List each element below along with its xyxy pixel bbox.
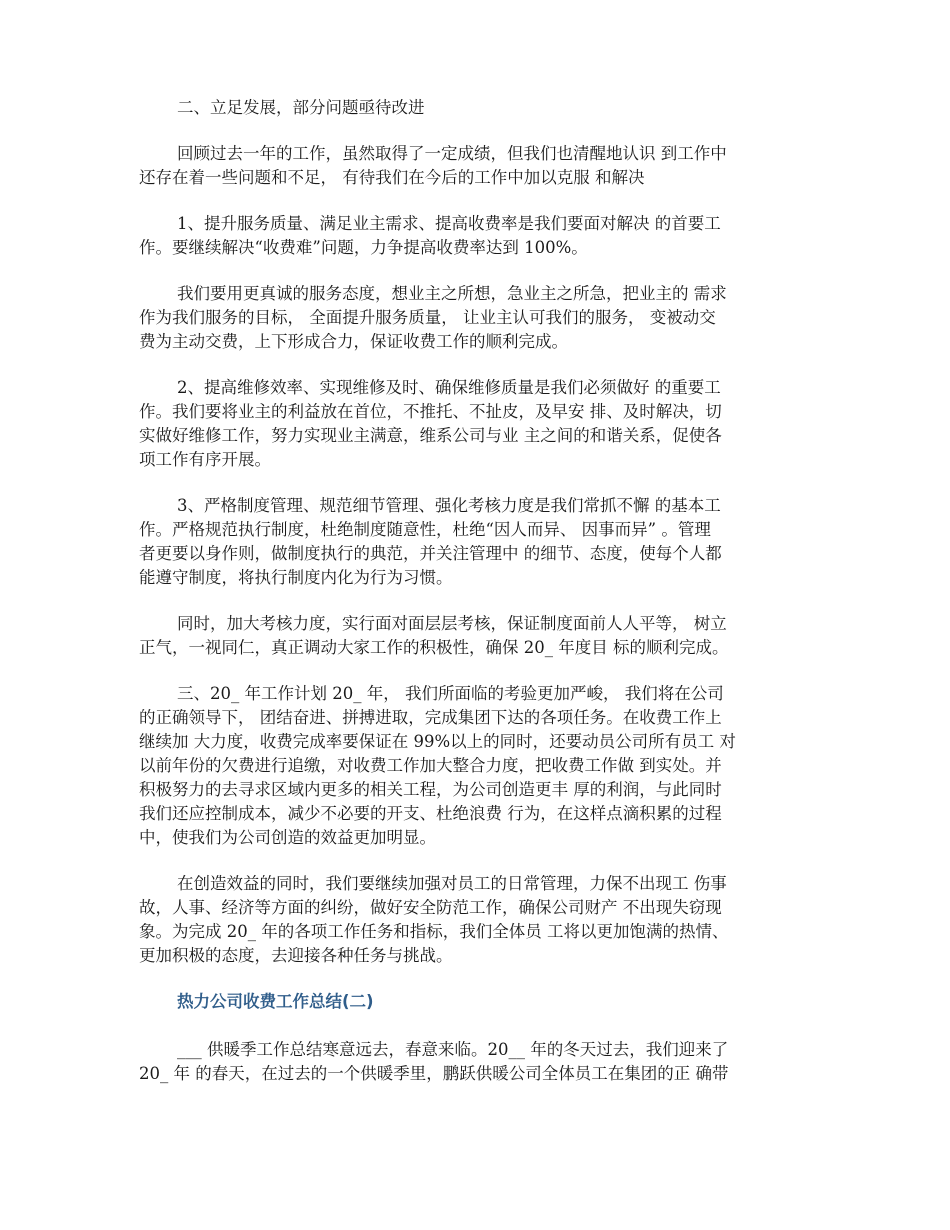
paragraph-line: 象。为完成 20_ 年的各项工作任务和指标，我们全体员 工将以更加饱满的热情、 [139, 922, 729, 941]
paragraph-line: 2、提高维修效率、实现维修及时、确保维修质量是我们必须做好 的重要工 [177, 378, 721, 397]
paragraph-line: 实做好维修工作，努力实现业主满意，维系公司与业 主之间的和谐关系，促使各 [139, 426, 722, 445]
paragraph-line: 三、20_ 年工作计划 20_ 年， 我们所面临的考验更加严峻， 我们将在公司 [177, 684, 724, 703]
paragraph-line: 费为主动交费，上下形成合力，保证收费工作的顺利完成。 [139, 332, 568, 351]
paragraph-line: 回顾过去一年的工作，虽然取得了一定成绩，但我们也清醒地认识 到工作中 [177, 144, 727, 163]
paragraph-line: 故，人事、经济等方面的纠纷，做好安全防范工作，确保公司财产 不出现失窃现 [139, 898, 722, 917]
paragraph-line: 20_ 年 的春天，在过去的一个供暖季里，鹏跃供暖公司全体员工在集团的正 确带 [139, 1064, 729, 1083]
paragraph-work-plan [139, 682, 811, 850]
paragraph-line: 3、严格制度管理、规范细节管理、强化考核力度是我们常抓不懈 的基本工 [177, 496, 721, 515]
paragraph-line: 的正确领导下， 团结奋进、拼搏进取，完成集团下达的各项任务。在收费工作上 [139, 708, 722, 727]
paragraph-staff-management [139, 872, 811, 968]
section-title-text: 二、立足发展，部分问题亟待改进 [177, 98, 425, 117]
paragraph-review [139, 142, 811, 190]
paragraph-assessment [139, 612, 811, 660]
paragraph-line: 作。要继续解决“收费难”问题，力争提高收费率达到 100%。 [139, 238, 588, 257]
paragraph-line: 更加积极的态度，去迎接各种任务与挑战。 [139, 946, 453, 965]
section-title [139, 96, 811, 120]
paragraph-line: 积极努力的去寻求区域内更多的相关工程，为公司创造更丰 厚的利润，与此同时 [139, 780, 722, 799]
paragraph-line: 继续加 大力度，收费完成率要保证在 99%以上的同时，还要动员公司所有员工 对 [139, 732, 736, 751]
paragraph-line: 项工作有序开展。 [139, 450, 271, 469]
paragraph-line: 能遵守制度，将执行制度内化为行为习惯。 [139, 568, 453, 587]
paragraph-service-attitude [139, 282, 811, 354]
paragraph-line: 中，使我们为公司创造的效益更加明显。 [139, 828, 436, 847]
paragraph-line: 我们还应控制成本，减少不必要的开支、杜绝浪费 行为，在这样点滴积累的过程 [139, 804, 722, 823]
document-page [139, 96, 811, 1108]
paragraph-line: 我们要用更真诚的服务态度，想业主之所想，急业主之所急，把业主的 需求 [177, 284, 727, 303]
paragraph-line: ___ 供暖季工作总结寒意远去，春意来临。20__ 年的冬天过去，我们迎来了 [177, 1040, 729, 1059]
paragraph-line: 同时，加大考核力度，实行面对面层层考核，保证制度面前人人平等， 树立 [177, 614, 727, 633]
paragraph-line: 1、提升服务质量、满足业主需求、提高收费率是我们要面对解决 的首要工 [177, 214, 721, 233]
paragraph-maintenance [139, 376, 811, 472]
paragraph-line: 在创造效益的同时，我们要继续加强对员工的日常管理，力保不出现工 伤事 [177, 874, 727, 893]
paragraph-line: 还存在着一些问题和不足， 有待我们在今后的工作中加以克服 和解决 [139, 168, 645, 187]
paragraph-line: 作。严格规范执行制度，杜绝制度随意性，杜绝“因人而异、 因事而异” 。管理 [139, 520, 711, 539]
paragraph-heating-season [139, 1038, 811, 1086]
paragraph-management [139, 494, 811, 590]
paragraph-line: 以前年份的欠费进行追缴，对收费工作加大整合力度，把收费工作做 到实处。并 [139, 756, 722, 775]
paragraph-line: 作。我们要将业主的利益放在首位，不推托、不扯皮，及早安 排、及时解决，切 [139, 402, 722, 421]
paragraph-line: 者更要以身作则，做制度执行的典范，并关注管理中 的细节、态度，使每个人都 [139, 544, 722, 563]
paragraph-line: 正气，一视同仁，真正调动大家工作的积极性，确保 20_ 年度目 标的顺利完成。 [139, 638, 729, 657]
paragraph-line: 作为我们服务的目标， 全面提升服务质量， 让业主认可我们的服务， 变被动交 [139, 308, 716, 327]
paragraph-service-quality [139, 212, 811, 260]
article-heading: 热力公司收费工作总结(二) [177, 992, 374, 1011]
